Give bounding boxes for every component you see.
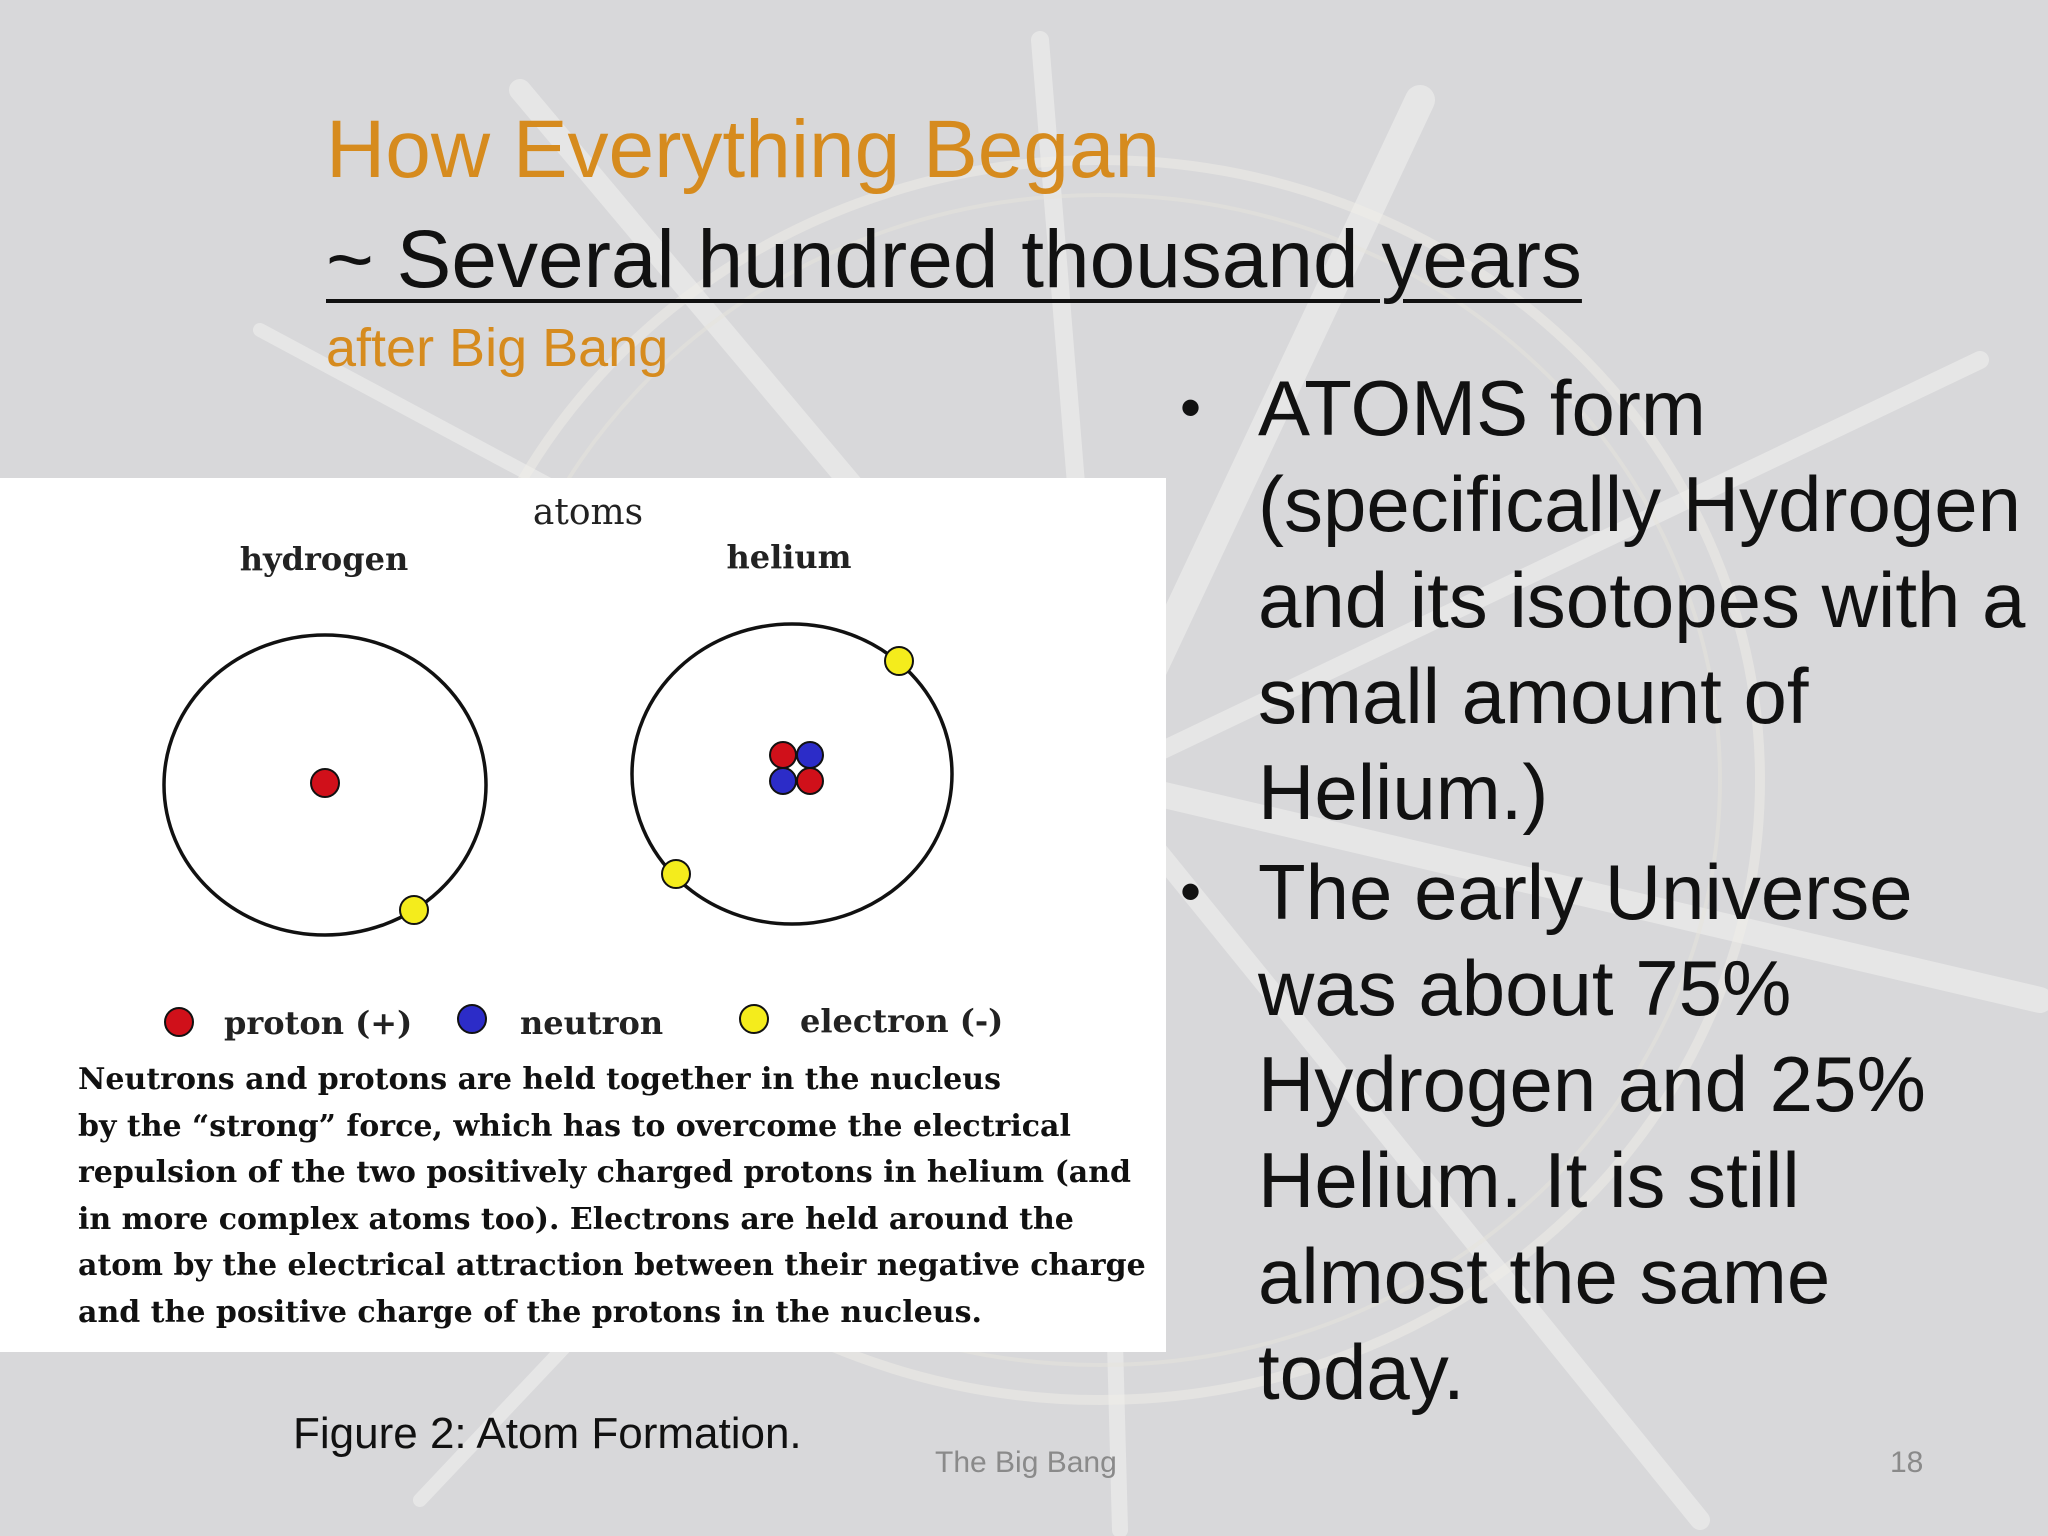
bullet-item: [1170, 844, 2030, 1420]
figure-caption: Figure 2: Atom Formation.: [293, 1409, 802, 1458]
helium-neutron: [797, 742, 823, 768]
legend-proton-label: proton (+): [224, 1004, 413, 1042]
bullet-dot-icon: •: [1180, 858, 1202, 925]
helium-label: helium: [726, 538, 852, 576]
helium-proton: [797, 768, 823, 794]
legend-proton-swatch: [165, 1008, 193, 1036]
helium-neutron: [770, 768, 796, 794]
slide-subtitle-secondary: after Big Bang: [326, 318, 669, 378]
helium-proton: [770, 742, 796, 768]
bullet-item: [1170, 360, 2030, 840]
slide-title: How Everything Began: [326, 104, 1161, 195]
description-line: repulsion of the two positively charged protons in helium (and: [78, 1155, 1132, 1190]
bullet-text: ATOMS form (specifically Hydrogen and its isotopes with a small amount of Helium.): [1258, 364, 2026, 836]
description-line: in more complex atoms too). Electrons are held around the: [78, 1201, 1074, 1237]
footer-title: The Big Bang: [935, 1446, 1117, 1479]
figure-description: [78, 1057, 1146, 1336]
description-line: and the positive charge of the protons in the nucleus.: [78, 1294, 982, 1330]
page-number: 18: [1890, 1446, 1924, 1479]
legend-electron-swatch: [740, 1005, 768, 1033]
helium-electron: [662, 860, 690, 888]
hydrogen-electron: [400, 896, 428, 924]
bullet-list: [1170, 360, 2030, 1420]
legend-electron-label: electron (-): [800, 1002, 1004, 1040]
hydrogen-proton: [311, 769, 339, 797]
hydrogen-label: hydrogen: [239, 540, 409, 578]
helium-electron: [885, 647, 913, 675]
slide-subtitle: ~ Several hundred thousand years: [326, 214, 1582, 305]
bullet-dot-icon: •: [1180, 374, 1202, 441]
description-line: atom by the electrical attraction between their negative charge: [78, 1248, 1146, 1283]
bullet-text: The early Universe was about 75% Hydrogen and 25% Helium. It is still almost the same today.: [1258, 848, 1926, 1416]
figure-heading: atoms: [532, 492, 644, 533]
legend-neutron-label: neutron: [520, 1004, 664, 1042]
description-line: by the “strong” force, which has to overcome the electrical: [78, 1108, 1071, 1144]
description-line: Neutrons and protons are held together in the nucleus: [78, 1062, 1001, 1097]
legend-neutron-swatch: [458, 1005, 486, 1033]
